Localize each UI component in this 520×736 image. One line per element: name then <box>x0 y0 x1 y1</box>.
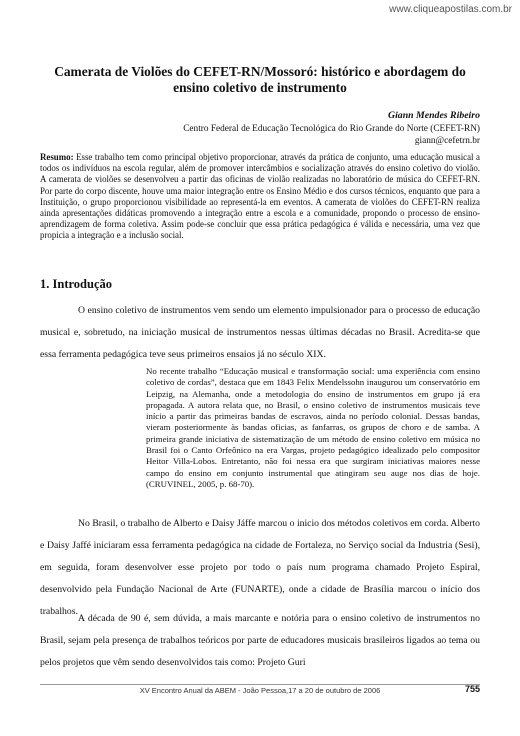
footer-divider <box>40 684 480 685</box>
author-name: Giann Mendes Ribeiro <box>388 110 480 121</box>
paragraph-1-text: O ensino coletivo de instrumentos vem sendo um elemento impulsionador para o processo de educação musical e, sobretudo, na iniciação musical de instrumentos nessas últimas décadas no Brasil. Acredita-se que essa ferramenta pedagógica teve seus primeiros ensaios já no século XIX. <box>40 305 480 360</box>
section-title: Introdução <box>52 277 113 291</box>
author-block <box>183 110 480 148</box>
author-email: giann@cefetrn.br <box>414 136 480 146</box>
page-number: 755 <box>464 684 480 694</box>
author-affiliation: Centro Federal de Educação Tecnológica do Rio Grande do Norte (CEFET-RN) <box>183 123 480 134</box>
block-quote: No recente trabalho “Educação musical e transformação social: uma experiência com ensino coletivo de cordas”, destaca que em 1843 Felix Mendelssohn inaugurou um conservatório em Leipzig, na Alemanha, onde a metodologia do ensino de instrumentos em grupo já era propagada. A autora relata que, no Brasil, o ensino coletivo de instrumentos musicais teve início a partir das primeiras bandas de escravos, ainda no período colonial. Dessas bandas, vieram posteriormente às bandas oficias, as fanfarras, os grupos de choro e de samba. A primeira grande iniciativa de sistematização de um método de ensino coletivo em música no Brasil foi o Canto Orfeônico na era Vargas, projeto pedagógico idealizado pelo compositor Heitor Villa-Lobos. Entretanto, não foi nessa era que surgiram iniciativas maiores nesse campo do ensino em conjunto instrumental que atingiram seu auge nos dias de hoje. (CRUVINEL, 2005, p. 68-70). <box>146 366 480 489</box>
section-heading <box>40 277 112 292</box>
abstract-text: Esse trabalho tem como principal objetivo proporcionar, através da prática de conjunto, uma educação musical a todos os indivíduos na escola regular, além de promover intercâmbios e socialização através do ensino coletivo do violão. A camerata de violões se desenvolveu a partir das oficinas de violão realizadas no laboratório de música do CEFET-RN. Por parte do corpo discente, houve uma maior integração entre os Ensino Médio e dos cursos técnicos, enquanto que para a Instituição, o grupo proporcionou visibilidade ao representá-la em eventos. A camerata de violões do CEFET-RN realiza ainda apresentações didáticas promovendo a integração entre a escola e a comunidade, propondo o processo de ensino-aprendizagem de forma coletiva. Assim pode-se concluir que essa prática pedagógica é válida e necessária, uma vez que propicia a integração e a inclusão social. <box>40 152 480 241</box>
abstract-label: Resumo: <box>40 152 74 162</box>
paragraph-3-text: A década de 90 é, sem dúvida, a mais marcante e notória para o ensino coletivo de instrumentos no Brasil, sejam pela presença de trabalhos teóricos por parte de educadores musicais brasileiros ligados ao tema ou pelos projetos que vêm sendo desenvolvidos tais como: Projeto Guri <box>40 613 480 668</box>
footer-text: XV Encontro Anual da ABEM - João Pessoa,17 a 20 de outubro de 2006 <box>139 686 381 695</box>
section-number: 1. <box>40 277 50 291</box>
paragraph-3 <box>40 608 480 674</box>
paragraph-2-text: No Brasil, o trabalho de Alberto e Daisy Jáffe marcou o inicio dos métodos coletivos em corda. Alberto e Daisy Jaffé iniciaram essa ferramenta pedagógica na cidade de Fortaleza, no Serviço social da Industria (Sesi), em seguida, foram desenvolver esse projeto por todo o país num programa chamado Projeto Espiral, desenvolvido pela Fundação Nacional de Arte (FUNARTE), onde a cidade de Brasília marcou o início dos trabalhos. <box>40 518 480 617</box>
watermark-url: www.cliqueapostilas.com.br <box>389 4 512 15</box>
paragraph-1 <box>40 300 480 366</box>
paragraph-2 <box>40 513 480 623</box>
abstract <box>40 152 480 242</box>
paper-title: Camerata de Violões do CEFET-RN/Mossoró: histórico e abordagem do ensino coletivo de instrumento <box>54 64 466 95</box>
